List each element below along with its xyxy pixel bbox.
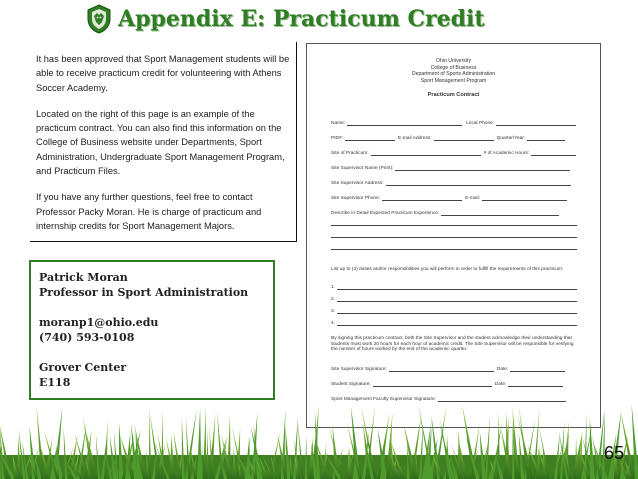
duty-number: 2. [331,297,336,302]
describe-label: Describe in Detail Expected Practicum Experience: [331,211,440,216]
vertical-divider [296,42,297,242]
grass-blade [182,419,185,479]
site-label: Site of Practicum: [331,151,369,156]
grass-border [0,400,638,479]
contact-role: Professor in Sport Administration [39,286,249,299]
student-signature-line [331,381,563,387]
supervisor-name-line [331,165,570,171]
title-row [86,2,485,36]
contact-box [29,260,275,400]
contract-title: Practicum Contract [427,92,480,98]
department-name: Department of Sports Administration [411,71,496,77]
email-label: E-mail Address: [398,136,432,141]
contact-building: Grover Center [39,361,127,374]
describe-rule [331,225,577,226]
duties-instructions: List up to (4) duties and/or responsibilities you will perform in order to fulfill the requirements of this practicum: [331,267,564,272]
contact-email[interactable]: moranp1@ohio.edu [39,316,159,329]
local-phone-label: Local Phone: [466,121,495,126]
supervisor-address-line [331,180,571,186]
date-label: Date: [496,367,509,372]
duty-line-2 [331,296,577,302]
duty-number: 3. [331,309,336,314]
contract-header [307,58,600,84]
pid-label: PID#: [331,136,343,141]
duty-number: 1. [331,285,336,290]
contact-name: Patrick Moran [39,271,128,284]
duty-number: 4. [331,321,336,326]
page-title: Appendix E: Practicum Credit [118,6,485,32]
program-name: Sport Management Program [420,77,487,84]
horizontal-divider [30,241,297,242]
describe-line [331,210,559,216]
describe-rule [331,237,577,238]
faculty-signature-label: Sport Management Faculty Supervisor Signature: [331,397,437,402]
hours-label: # of Academic Hours: [483,151,530,156]
supervisor-address-label: Site Supervisor Address: [331,181,384,186]
contract-info-paragraph: Located on the right of this page is an example of the practicum contract. You can also find this information on the College of Business website under Departments, Sport Administration, Undergraduate Sport Management Program, and Practicum Files. [36,108,285,177]
site-signature-label: Site Supervisor Signature: [331,367,387,372]
college-name: College of Business [430,64,477,71]
contact-phone: (740) 593-0108 [39,331,135,344]
agreement-text: By signing this practicum contract, both the Site Supervisor and the student acknowledge their understanding that students must work 20 hours for each hour of academic credit. The Site Supervisor will be responsible for verifying the number of hours worked by the end of the academic quarter. [331,336,574,353]
name-label: Name: [331,121,346,126]
contact-paragraph: If you have any further questions, feel free to contact Professor Packy Moran. He is charge of practicum and internship credits for Sport Management Majors. [36,192,262,231]
student-signature-label: Student Signature: [331,382,371,387]
date-label: Date: [494,382,507,387]
site-line [331,150,576,156]
intro-text [36,52,290,245]
describe-rule [331,249,577,250]
pid-line [331,135,565,141]
supervisor-phone-line [331,195,567,201]
intro-paragraph: It has been approved that Sport Management students will be able to receive practicum credit for volunteering with Athens Soccer Academy. [36,54,290,93]
supervisor-name-label: Site Supervisor Name (Print): [331,166,394,171]
grass-blade [149,405,151,479]
duty-line-1 [331,284,577,290]
practicum-contract-document [306,43,601,428]
supervisor-email-label: E-mail: [465,196,481,201]
supervisor-phone-label: Site Supervisor Phone: [331,196,381,201]
duty-line-4 [331,320,577,326]
university-name: Ohio University [435,58,472,64]
duty-line-3 [331,308,577,314]
quarter-label: Quarter/Year: [496,136,526,141]
site-signature-line [331,366,565,372]
ohio-bobcat-shield-icon [86,4,112,34]
grass-blade [203,405,206,479]
contact-room: E118 [39,376,71,389]
grass-blade [206,429,208,479]
name-line [331,120,576,126]
page-number: 65 [604,443,625,463]
